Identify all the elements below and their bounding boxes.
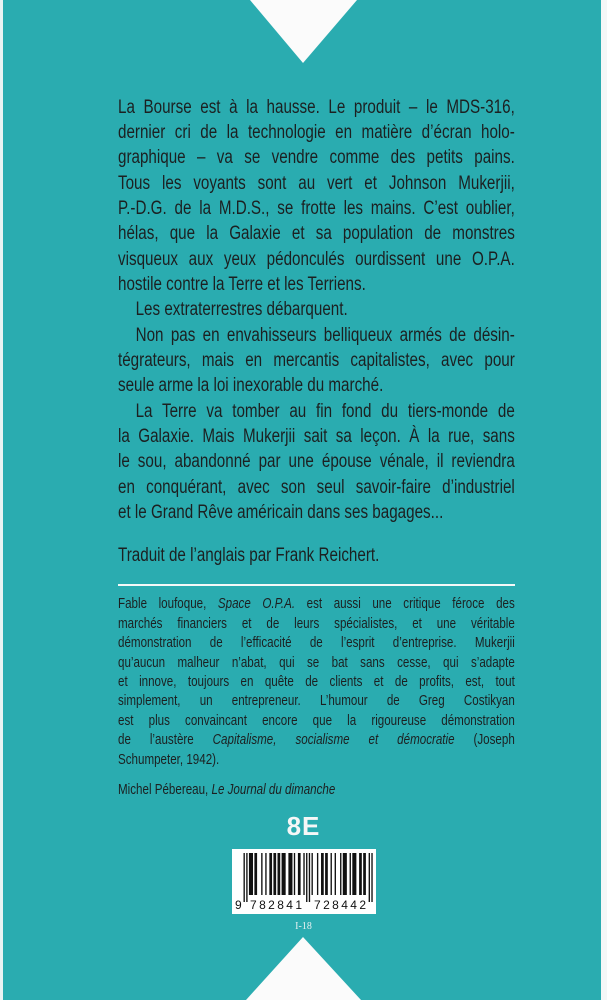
barcode-bar bbox=[261, 853, 262, 895]
blurb-paragraph bbox=[118, 95, 515, 298]
barcode-bar bbox=[321, 853, 324, 895]
publication-title: Le Journal du dimanche bbox=[211, 781, 336, 798]
blurb-line: seule arme la loi inexorable du marché. bbox=[118, 375, 384, 397]
barcode-bar bbox=[352, 853, 356, 895]
barcode-bar bbox=[249, 853, 253, 895]
barcode-bar bbox=[298, 853, 301, 895]
barcode-bar bbox=[273, 853, 276, 895]
barcode-bar bbox=[331, 853, 332, 895]
review-line: est plus convaincant encore que la rigoureuse démonstration bbox=[118, 712, 515, 729]
barcode-bar bbox=[343, 853, 347, 895]
catalog-code: I-18 bbox=[295, 921, 312, 932]
left-edge bbox=[0, 0, 3, 1000]
barcode-bar bbox=[312, 853, 313, 895]
barcode-bar bbox=[265, 853, 266, 895]
bottom-triangle-notch bbox=[0, 930, 607, 1000]
blurb-line: Tous les voyants sont au vert et Johnson Mukerjii, bbox=[118, 172, 515, 194]
barcode-bar bbox=[288, 853, 292, 895]
review-line: qu’aucun malheur n’abat, qui se bat sans cesse, qui s’adapte bbox=[118, 654, 515, 671]
blurb-line: tégrateurs, mais en mercantis capitalistes, avec pour bbox=[118, 349, 515, 371]
blurb-line: P.-D.G. de la M.D.S., se frotte les mains. C’est oublier, bbox=[118, 197, 515, 219]
blurb-line: La Bourse est à la hausse. Le produit – le MDS-316, bbox=[118, 96, 515, 118]
review-line: démonstration de l’efficacité de l’esprit d’entreprise. Mukerjii bbox=[118, 635, 515, 652]
blurb-line: hostile contre la Terre et les Terriens. bbox=[118, 273, 366, 295]
barcode-bar bbox=[269, 853, 272, 895]
barcode-bar bbox=[303, 853, 304, 895]
barcode-bars bbox=[244, 853, 373, 902]
barcode-guard-bar bbox=[244, 853, 245, 902]
barcode-bar bbox=[294, 853, 295, 895]
blurb-line: La Terre va tomber au fin fond du tiers-monde de bbox=[135, 400, 515, 422]
blurb-line: hélas, que la Galaxie et sa population de monstres bbox=[118, 223, 515, 245]
cited-work-title: Capitalisme, socialisme et démocratie bbox=[212, 732, 455, 749]
blurb-line: et le Grand Rêve américain dans ses bagages... bbox=[118, 502, 444, 523]
blurb-paragraph bbox=[118, 297, 515, 322]
barcode-bar bbox=[350, 853, 351, 895]
barcode-guard-bar bbox=[306, 853, 307, 902]
blurb-paragraph bbox=[118, 323, 515, 399]
review-line: simplement, un entrepreneur. L’humour de Greg Costikyan bbox=[118, 693, 515, 710]
review-attribution: Michel Pébereau, Le Journal du dimanche bbox=[118, 781, 336, 798]
barcode-bar bbox=[254, 853, 257, 895]
blurb-paragraph bbox=[118, 399, 515, 526]
divider-line bbox=[118, 584, 515, 586]
review-line: Schumpeter, 1942). bbox=[118, 751, 220, 768]
barcode-right-digits: 728442 bbox=[314, 898, 366, 912]
publisher-logo: 8E bbox=[286, 811, 321, 841]
blurb-line: la Galaxie. Mais Mukerjii sait sa leçon. À la rue, sans bbox=[118, 425, 515, 447]
barcode-guard-bar bbox=[369, 853, 370, 902]
barcode-bar bbox=[363, 853, 366, 895]
right-edge bbox=[601, 0, 607, 1000]
review-line: Fable loufoque, Space O.P.A. est aussi une critique féroce des bbox=[118, 596, 515, 613]
barcode-bar bbox=[325, 853, 328, 895]
blurb-line: dernier cri de la technologie en matière d’écran holo- bbox=[118, 121, 515, 143]
barcode-bar bbox=[278, 853, 281, 895]
blurb-text bbox=[118, 95, 515, 569]
review-line: marchés financiers et de leurs spécialistes, et une véritable bbox=[118, 615, 515, 632]
barcode-first-digit: 9 bbox=[235, 898, 242, 912]
blurb-line: visqueux aux yeux pédonculés ourdissent une O.P.A. bbox=[118, 248, 515, 270]
barcode-guard-bar bbox=[309, 853, 310, 902]
barcode-left-digits: 782841 bbox=[250, 898, 302, 912]
translator-credit: Traduit de l’anglais par Frank Reichert. bbox=[118, 545, 380, 567]
review-quote bbox=[118, 595, 515, 800]
review-line: de l’austère Capitalisme, socialisme et démocratie (Joseph bbox=[118, 732, 515, 749]
review-line: et innove, toujours en quête de clients et de profits, est, tout bbox=[118, 673, 515, 690]
barcode bbox=[232, 849, 376, 914]
barcode-bar bbox=[359, 853, 362, 895]
blurb-line: en conquérant, avec son seul savoir-faire d’industriel bbox=[118, 476, 515, 498]
blurb-line: Les extraterrestres débarquent. bbox=[135, 299, 348, 321]
book-title: Space O.P.A. bbox=[217, 596, 296, 613]
barcode-guard-bar bbox=[246, 853, 247, 902]
blurb-line: graphique – va se vendre comme des petits pains. bbox=[118, 147, 515, 169]
barcode-bar bbox=[317, 853, 318, 895]
barcode-guard-bar bbox=[371, 853, 372, 902]
blurb-line: Non pas en envahisseurs belliqueux armés de désin- bbox=[135, 324, 515, 346]
barcode-bar bbox=[335, 853, 336, 895]
blurb-line: le sou, abandonné par une épouse vénale, il reviendra bbox=[118, 451, 515, 473]
barcode-bar bbox=[282, 853, 286, 895]
barcode-bar bbox=[340, 853, 341, 895]
barcode-graphic bbox=[232, 849, 376, 914]
top-triangle-notch bbox=[0, 0, 607, 70]
